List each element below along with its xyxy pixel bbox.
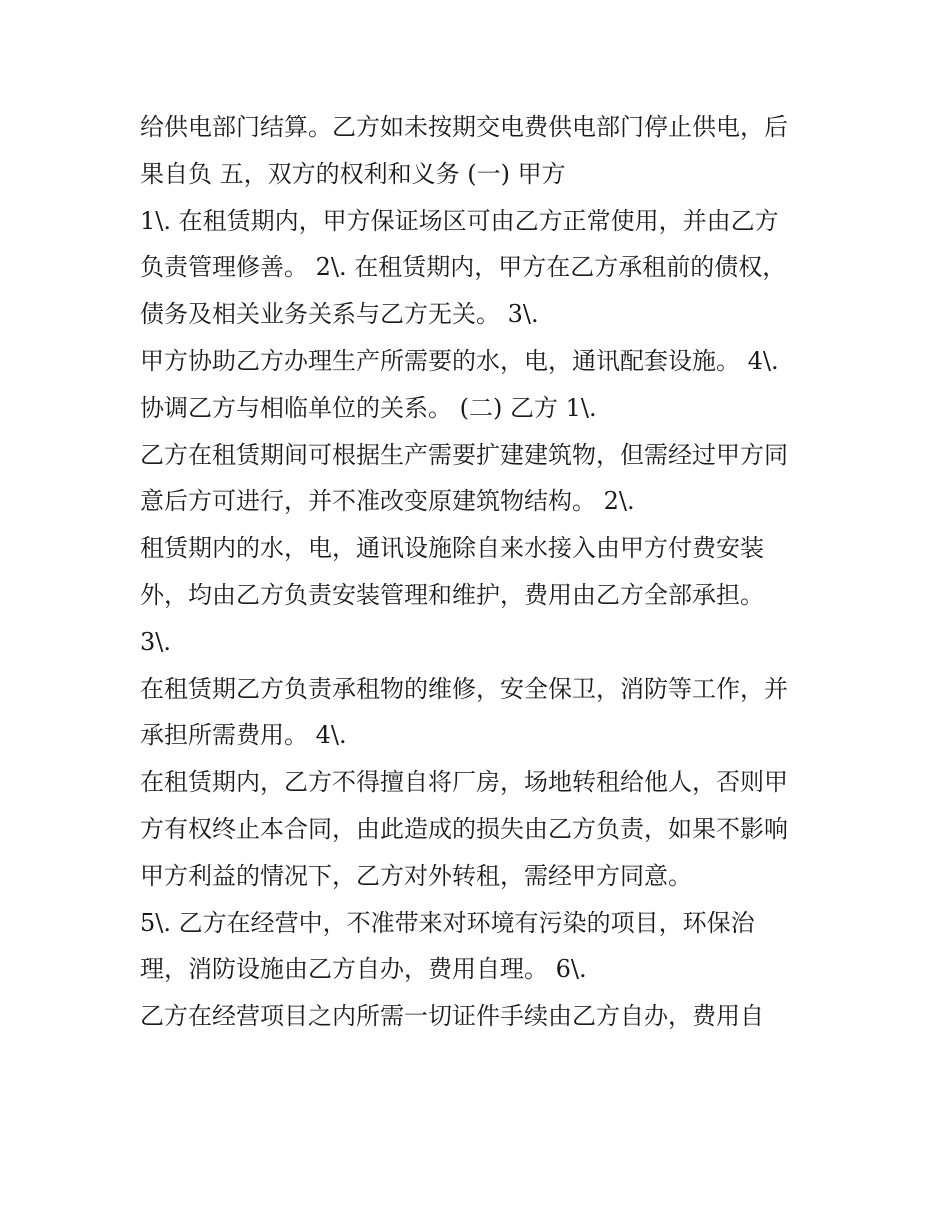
text-line: 协调乙方与相临单位的关系。 (二) 乙方 1\.	[140, 393, 597, 422]
text-line: 外，均由乙方负责安装管理和维护，费用由乙方全部承担。	[140, 580, 764, 609]
text-line: 方有权终止本合同，由此造成的损失由乙方负责，如果不影响	[140, 814, 788, 843]
text-line: 5\. 乙方在经营中，不准带来对环境有污染的项目，环保治	[140, 908, 755, 937]
text-line: 债务及相关业务关系与乙方无关。 3\.	[140, 300, 539, 329]
contract-body-text	[140, 104, 830, 1040]
text-line: 负责管理修善。 2\. 在租赁期内，甲方在乙方承租前的债权，	[140, 253, 787, 282]
text-line: 意后方可进行，并不准改变原建筑物结构。 2\.	[140, 487, 635, 516]
text-line: 果自负 五，双方的权利和义务 (一) 甲方	[140, 159, 566, 188]
text-line: 给供电部门结算。乙方如未按期交电费供电部门停止供电，后	[140, 113, 788, 141]
text-line: 承担所需费用。 4\.	[140, 721, 347, 750]
text-line: 租赁期内的水，电，通讯设施除自来水接入由甲方付费安装	[140, 534, 764, 563]
text-line: 在租赁期乙方负责承租物的维修，安全保卫，消防等工作，并	[140, 674, 788, 703]
text-line: 1\. 在租赁期内，甲方保证场区可由乙方正常使用，并由乙方	[140, 206, 779, 235]
text-line: 甲方利益的情况下，乙方对外转租，需经甲方同意。	[140, 861, 692, 890]
text-line: 甲方协助乙方办理生产所需要的水，电，通讯配套设施。 4\.	[140, 346, 779, 375]
text-line: 乙方在经营项目之内所需一切证件手续由乙方自办，费用自	[140, 1002, 764, 1031]
text-line: 乙方在租赁期间可根据生产需要扩建建筑物，但需经过甲方同	[140, 440, 788, 469]
text-line: 3\.	[140, 627, 171, 656]
text-line: 在租赁期内，乙方不得擅自将厂房，场地转租给他人，否则甲	[140, 768, 788, 797]
text-line: 理，消防设施由乙方自办，费用自理。 6\.	[140, 955, 587, 984]
